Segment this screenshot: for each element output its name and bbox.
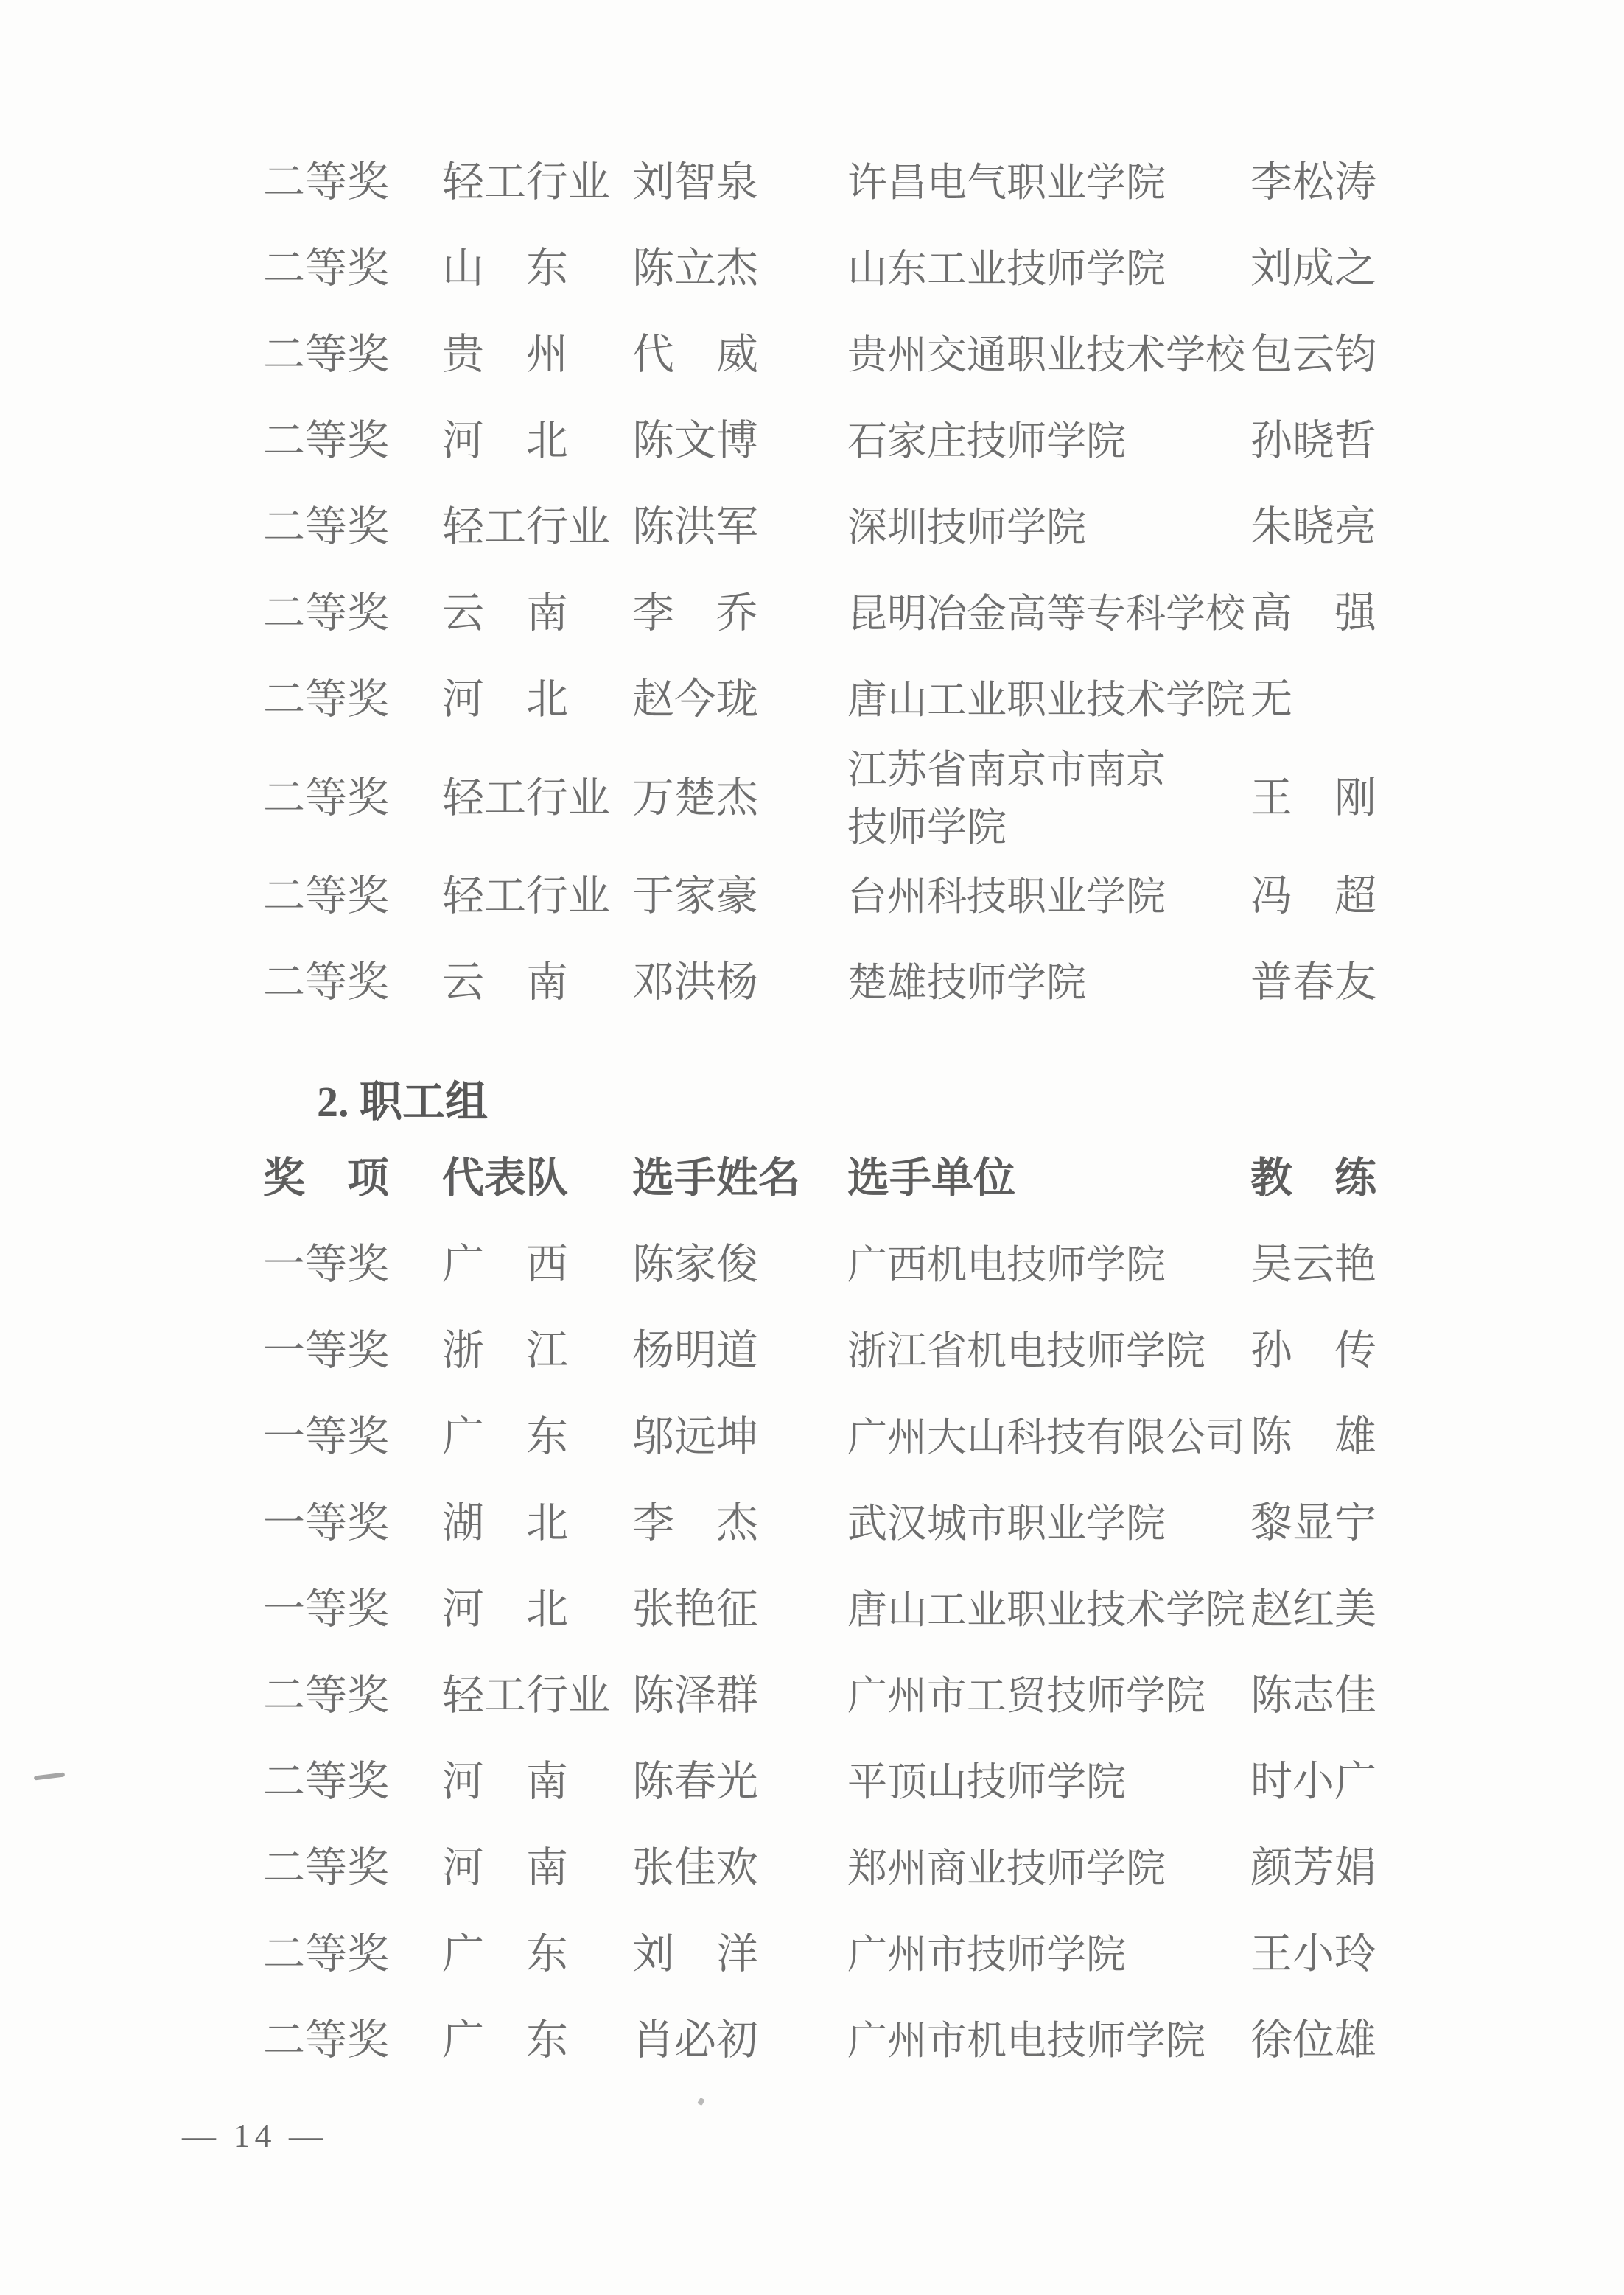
unit-cell: 许昌电气职业学院	[847, 161, 1166, 206]
unit-cell: 平顶山技师学院	[847, 1760, 1126, 1805]
coach-cell: 吴云艳	[1250, 1241, 1376, 1289]
page-number: — 14 —	[182, 2117, 327, 2154]
coach-cell: 陈 雄	[1250, 1414, 1376, 1461]
team-cell: 云 南	[442, 959, 568, 1006]
table-row	[263, 226, 1553, 312]
contestant-name-cell: 邬远坤	[632, 1414, 758, 1461]
unit-cell: 广州市工贸技师学院	[847, 1674, 1205, 1719]
unit-cell: 深圳技师学院	[847, 505, 1086, 550]
team-cell: 云 南	[442, 590, 568, 637]
table-row	[263, 1567, 1553, 1653]
award-cell: 二等奖	[263, 774, 389, 821]
table-row	[263, 1222, 1553, 1308]
team-cell: 广 东	[442, 1414, 568, 1461]
header-award: 奖 项	[263, 1155, 389, 1202]
team-cell: 河 北	[442, 418, 568, 465]
coach-cell: 包云钧	[1250, 332, 1376, 379]
contestant-name-cell: 陈立杰	[632, 245, 758, 292]
contestant-name-cell: 杨明道	[632, 1328, 758, 1375]
team-cell: 广 西	[442, 1241, 568, 1289]
award-cell: 二等奖	[263, 1759, 389, 1806]
table-row	[263, 140, 1553, 226]
award-cell: 一等奖	[263, 1328, 389, 1375]
award-cell: 二等奖	[263, 245, 389, 292]
unit-cell	[847, 741, 1250, 857]
unit-cell: 石家庄技师学院	[847, 419, 1126, 464]
team-cell: 山 东	[442, 245, 568, 292]
team-cell: 河 南	[442, 1759, 568, 1806]
team-cell: 轻工行业	[442, 159, 610, 206]
award-cell: 一等奖	[263, 1500, 389, 1547]
table-row	[263, 1826, 1553, 1912]
award-table-staff-group	[263, 1136, 1553, 2084]
table-row	[263, 1395, 1553, 1481]
team-cell: 贵 州	[442, 332, 568, 379]
contestant-name-cell: 肖必初	[632, 2017, 758, 2064]
unit-cell: 唐山工业职业技术学院	[847, 1588, 1245, 1633]
team-cell: 广 东	[442, 1931, 568, 1978]
coach-cell: 王小玲	[1250, 1931, 1376, 1978]
team-cell: 河 南	[442, 1845, 568, 1892]
table-row	[263, 312, 1553, 399]
table-row	[263, 657, 1553, 743]
award-cell: 二等奖	[263, 159, 389, 206]
table-row	[263, 1912, 1553, 1998]
contestant-name-cell: 代 威	[632, 332, 758, 379]
unit-line-2: 技师学院	[847, 805, 1007, 849]
contestant-name-cell: 李 乔	[632, 590, 758, 637]
unit-line-1: 江苏省南京市南京	[847, 747, 1166, 792]
unit-cell: 广州市技师学院	[847, 1933, 1126, 1977]
award-cell: 二等奖	[263, 418, 389, 465]
unit-cell: 广州大山科技有限公司	[847, 1415, 1245, 1460]
table-row	[263, 854, 1553, 940]
award-cell: 二等奖	[263, 504, 389, 551]
coach-cell: 颜芳娟	[1250, 1845, 1376, 1892]
header-unit: 选手单位	[847, 1155, 1015, 1202]
unit-cell: 台州科技职业学院	[847, 875, 1166, 919]
award-cell: 一等奖	[263, 1586, 389, 1633]
unit-cell: 广州市机电技师学院	[847, 2019, 1205, 2064]
award-cell: 二等奖	[263, 1845, 389, 1892]
table-row	[263, 940, 1553, 1026]
team-cell: 浙 江	[442, 1328, 568, 1375]
team-cell: 广 东	[442, 2017, 568, 2064]
scan-artifact-mark	[34, 1772, 65, 1780]
award-cell: 一等奖	[263, 1241, 389, 1289]
table-row	[263, 1998, 1553, 2084]
coach-cell: 陈志佳	[1250, 1672, 1376, 1720]
section-title-staff-group: 2. 职工组	[317, 1078, 489, 1126]
unit-cell: 郑州商业技师学院	[847, 1846, 1166, 1891]
award-cell: 二等奖	[263, 590, 389, 637]
contestant-name-cell: 陈洪军	[632, 504, 758, 551]
award-cell: 二等奖	[263, 676, 389, 723]
contestant-name-cell: 万楚杰	[632, 774, 758, 821]
unit-cell: 浙江省机电技师学院	[847, 1329, 1205, 1374]
table-row	[263, 1481, 1553, 1567]
coach-cell: 徐位雄	[1250, 2017, 1376, 2064]
team-cell: 轻工行业	[442, 1672, 610, 1720]
coach-cell: 孙 传	[1250, 1328, 1376, 1375]
award-cell: 二等奖	[263, 1931, 389, 1978]
coach-cell: 时小广	[1250, 1759, 1376, 1806]
unit-cell: 武汉城市职业学院	[847, 1502, 1166, 1546]
coach-cell: 朱晓亮	[1250, 504, 1376, 551]
award-cell: 二等奖	[263, 2017, 389, 2064]
coach-cell: 黎显宁	[1250, 1500, 1376, 1547]
unit-cell: 广西机电技师学院	[847, 1243, 1166, 1288]
coach-cell: 普春友	[1250, 959, 1376, 1006]
table-row	[263, 399, 1553, 485]
unit-cell: 山东工业技师学院	[847, 247, 1166, 292]
award-cell: 二等奖	[263, 332, 389, 379]
unit-cell: 楚雄技师学院	[847, 961, 1086, 1006]
contestant-name-cell: 刘 洋	[632, 1931, 758, 1978]
contestant-name-cell: 陈春光	[632, 1759, 758, 1806]
coach-cell: 无	[1250, 676, 1292, 723]
coach-cell: 冯 超	[1250, 873, 1376, 920]
coach-cell: 赵红美	[1250, 1586, 1376, 1633]
contestant-name-cell: 陈文博	[632, 418, 758, 465]
coach-cell: 王 刚	[1250, 774, 1376, 821]
coach-cell: 刘成之	[1250, 245, 1376, 292]
contestant-name-cell: 张佳欢	[632, 1845, 758, 1892]
coach-cell: 李松涛	[1250, 159, 1376, 206]
award-cell: 二等奖	[263, 1672, 389, 1720]
unit-cell: 昆明冶金高等专科学校	[847, 592, 1245, 637]
contestant-name-cell: 张艳征	[632, 1586, 758, 1633]
contestant-name-cell: 刘智泉	[632, 159, 758, 206]
contestant-name-cell: 邓洪杨	[632, 959, 758, 1006]
contestant-name-cell: 李 杰	[632, 1500, 758, 1547]
award-cell: 二等奖	[263, 959, 389, 1006]
contestant-name-cell: 陈家俊	[632, 1241, 758, 1289]
header-team: 代表队	[442, 1155, 568, 1202]
award-table-student-group	[263, 140, 1553, 1026]
table-row	[263, 485, 1553, 571]
award-cell: 一等奖	[263, 1414, 389, 1461]
contestant-name-cell: 陈泽群	[632, 1672, 758, 1720]
team-cell: 湖 北	[442, 1500, 568, 1547]
coach-cell: 孙晓哲	[1250, 418, 1376, 465]
team-cell: 河 北	[442, 1586, 568, 1633]
header-coach: 教 练	[1250, 1155, 1376, 1202]
team-cell: 轻工行业	[442, 774, 610, 821]
table-row	[263, 1739, 1553, 1826]
scan-artifact-speck	[697, 2098, 705, 2106]
coach-cell: 高 强	[1250, 590, 1376, 637]
header-contestant-name: 选手姓名	[632, 1155, 800, 1202]
unit-cell: 唐山工业职业技术学院	[847, 678, 1245, 723]
table-row	[263, 743, 1553, 854]
team-cell: 河 北	[442, 676, 568, 723]
team-cell: 轻工行业	[442, 873, 610, 920]
unit-cell: 贵州交通职业技术学校	[847, 333, 1245, 378]
team-cell: 轻工行业	[442, 504, 610, 551]
table-row	[263, 1308, 1553, 1395]
contestant-name-cell: 赵今珑	[632, 676, 758, 723]
award-cell: 二等奖	[263, 873, 389, 920]
contestant-name-cell: 于家豪	[632, 873, 758, 920]
table-row	[263, 571, 1553, 657]
table-row	[263, 1653, 1553, 1739]
table-header-row	[263, 1136, 1553, 1222]
